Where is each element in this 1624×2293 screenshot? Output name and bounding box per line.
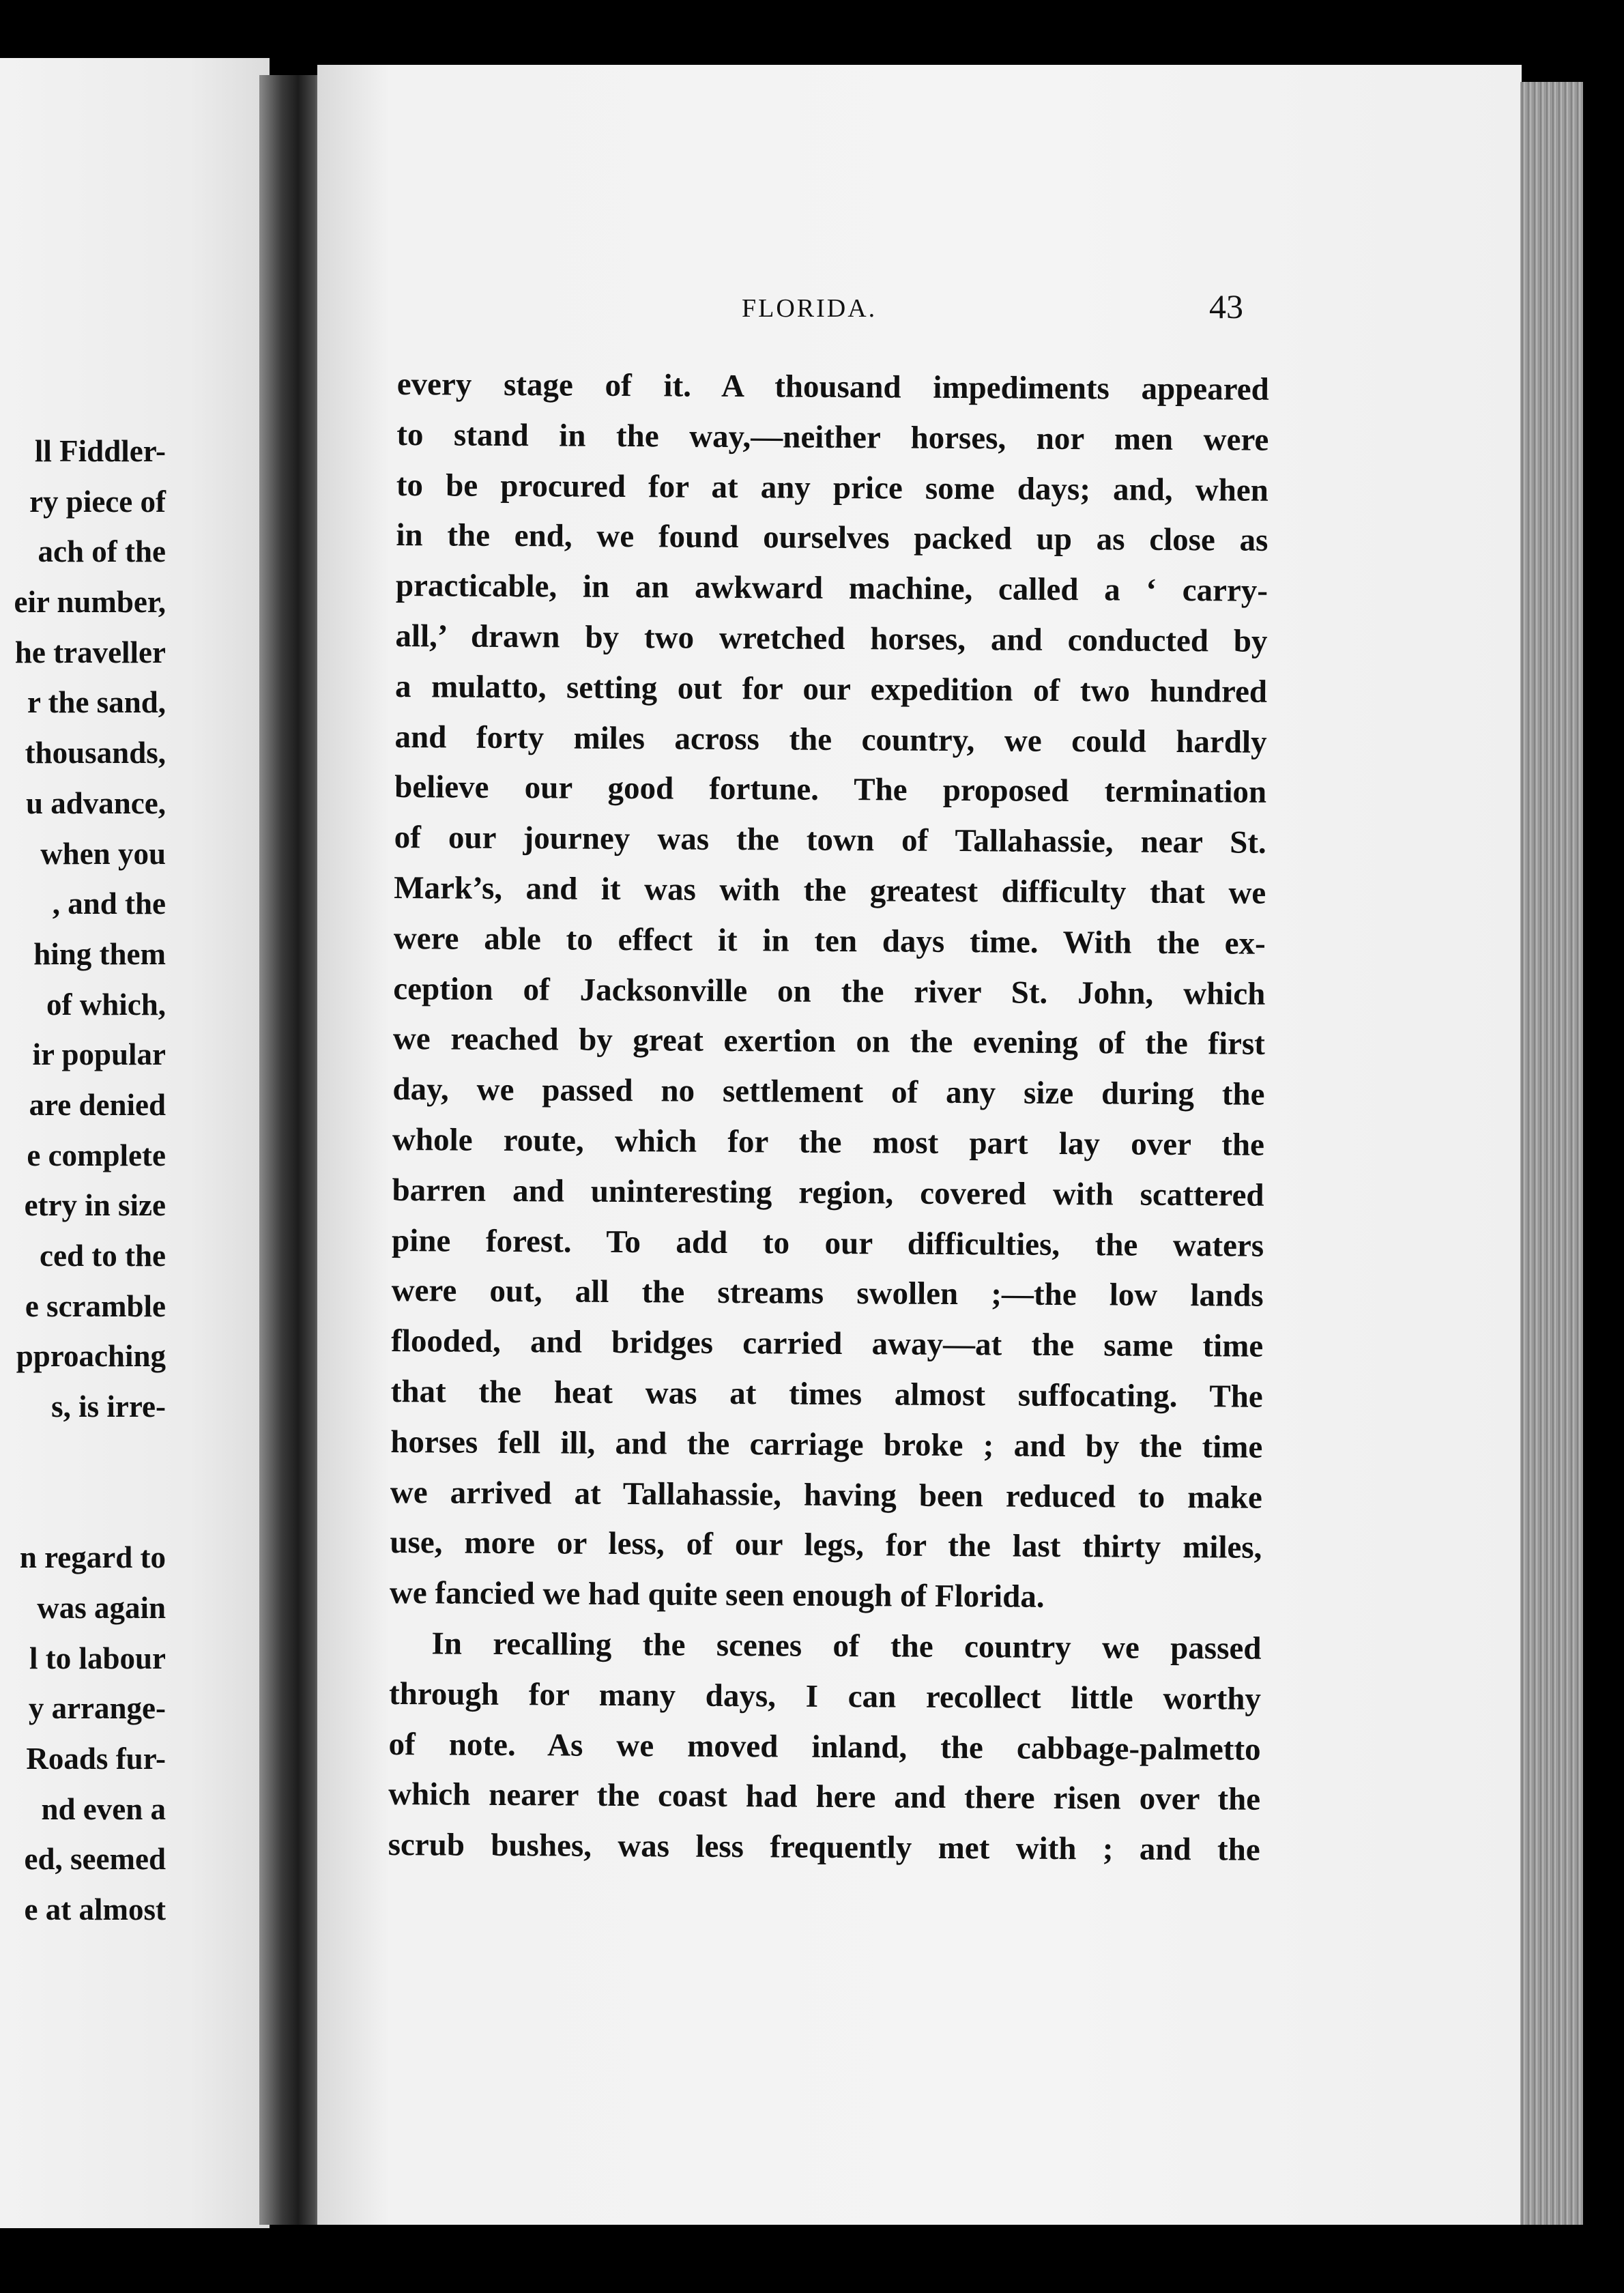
left-line: ry piece of: [29, 484, 166, 519]
left-line: [0, 1482, 166, 1533]
text-line: Mark’s, and it was with the greatest difficulty that we: [394, 869, 1266, 911]
running-header: FLORIDA.: [742, 294, 878, 323]
text-line: we reached by great exertion on the evening of the first: [392, 1021, 1266, 1063]
left-line: of which,: [46, 987, 166, 1022]
left-line: ll Fiddler-: [34, 434, 166, 468]
left-page-text: [0, 427, 166, 1935]
text-line: whole route, which for the most part lay over the: [392, 1121, 1265, 1163]
text-line: of note. As we moved inland, the cabbage-palmetto: [388, 1726, 1261, 1768]
text-line: flooded, and bridges carried away—at the same time: [391, 1323, 1264, 1364]
left-line: hing them: [33, 936, 166, 971]
left-line: e complete: [27, 1138, 166, 1172]
text-line: scrub bushes, was less frequently met with ; and the: [388, 1827, 1260, 1868]
left-line: he traveller: [14, 635, 166, 669]
left-line: thousands,: [25, 736, 166, 770]
left-line: nd even a: [41, 1791, 166, 1826]
left-line: when you: [40, 836, 166, 871]
text-line: in the end, we found ourselves packed up as close as: [396, 517, 1268, 559]
text-line: all,’ drawn by two wretched horses, and conducted by: [395, 618, 1268, 659]
left-line: Roads fur-: [26, 1741, 166, 1776]
left-line: ir popular: [32, 1037, 166, 1072]
left-line: , and the: [52, 886, 166, 921]
text-line: barren and uninteresting region, covered with scattered: [392, 1172, 1264, 1213]
left-line: e at almost: [24, 1892, 166, 1927]
left-line: pproaching: [16, 1339, 166, 1374]
page-number: 43: [1209, 287, 1243, 326]
text-line: In recalling the scenes of the country we passed: [431, 1626, 1262, 1667]
left-line: s, is irre-: [51, 1389, 166, 1424]
left-line: u advance,: [25, 785, 166, 820]
left-line: ach of the: [38, 534, 166, 569]
left-line: y arrange-: [28, 1691, 166, 1726]
left-line: e scramble: [25, 1288, 166, 1323]
text-line: a mulatto, setting out for our expedition of two hundred: [394, 668, 1268, 710]
left-line: ced to the: [40, 1239, 166, 1273]
text-line: we fancied we had quite seen enough of Florida.: [389, 1575, 1045, 1615]
text-line: to stand in the way,—neither horses, nor men were: [396, 416, 1269, 458]
page-edges: [1520, 82, 1583, 2225]
text-line: that the heat was at times almost suffocating. The: [390, 1373, 1263, 1415]
left-line: r the sand,: [27, 685, 166, 720]
left-line: etry in size: [24, 1188, 166, 1223]
text-line: were able to effect it in ten days time. With the ex-: [393, 920, 1266, 962]
text-line: horses fell ill, and the carriage broke ; and by the time: [390, 1424, 1263, 1465]
left-line: are denied: [29, 1087, 166, 1122]
left-line: ed, seemed: [24, 1842, 166, 1877]
text-line: through for many days, I can recollect little worthy: [388, 1675, 1262, 1717]
text-line: day, we passed no settlement of any size during the: [392, 1071, 1265, 1112]
left-line: l to labour: [29, 1641, 166, 1675]
text-line: use, more or less, of our legs, for the last thirty miles,: [390, 1525, 1262, 1566]
text-line: practicable, in an awkward machine, called a ‘ carry-: [395, 568, 1268, 609]
left-page: [0, 58, 270, 2228]
book-gutter: [259, 75, 324, 2225]
body-text: [388, 360, 1269, 1876]
left-line: was again: [37, 1590, 166, 1625]
left-line: n regard to: [19, 1540, 166, 1575]
text-line: were out, all the streams swollen ;—the low lands: [391, 1273, 1264, 1314]
text-line: of our journey was the town of Tallahassie, near St.: [394, 820, 1266, 861]
text-line: pine forest. To add to our difficulties, the waters: [391, 1222, 1264, 1264]
text-line: which nearer the coast had here and there risen over the: [388, 1776, 1261, 1818]
left-line: [0, 1432, 166, 1483]
left-line: eir number,: [14, 585, 166, 620]
text-line: believe our good fortune. The proposed termination: [394, 769, 1267, 811]
text-line: we arrived at Tallahassie, having been reduced to make: [390, 1474, 1262, 1516]
text-line: and forty miles across the country, we could hardly: [394, 719, 1267, 760]
text-line: ception of Jacksonville on the river St. John, which: [393, 970, 1266, 1012]
text-line: every stage of it. A thousand impediments appeared: [396, 366, 1269, 407]
text-line: to be procured for at any price some days; and, when: [396, 467, 1269, 508]
